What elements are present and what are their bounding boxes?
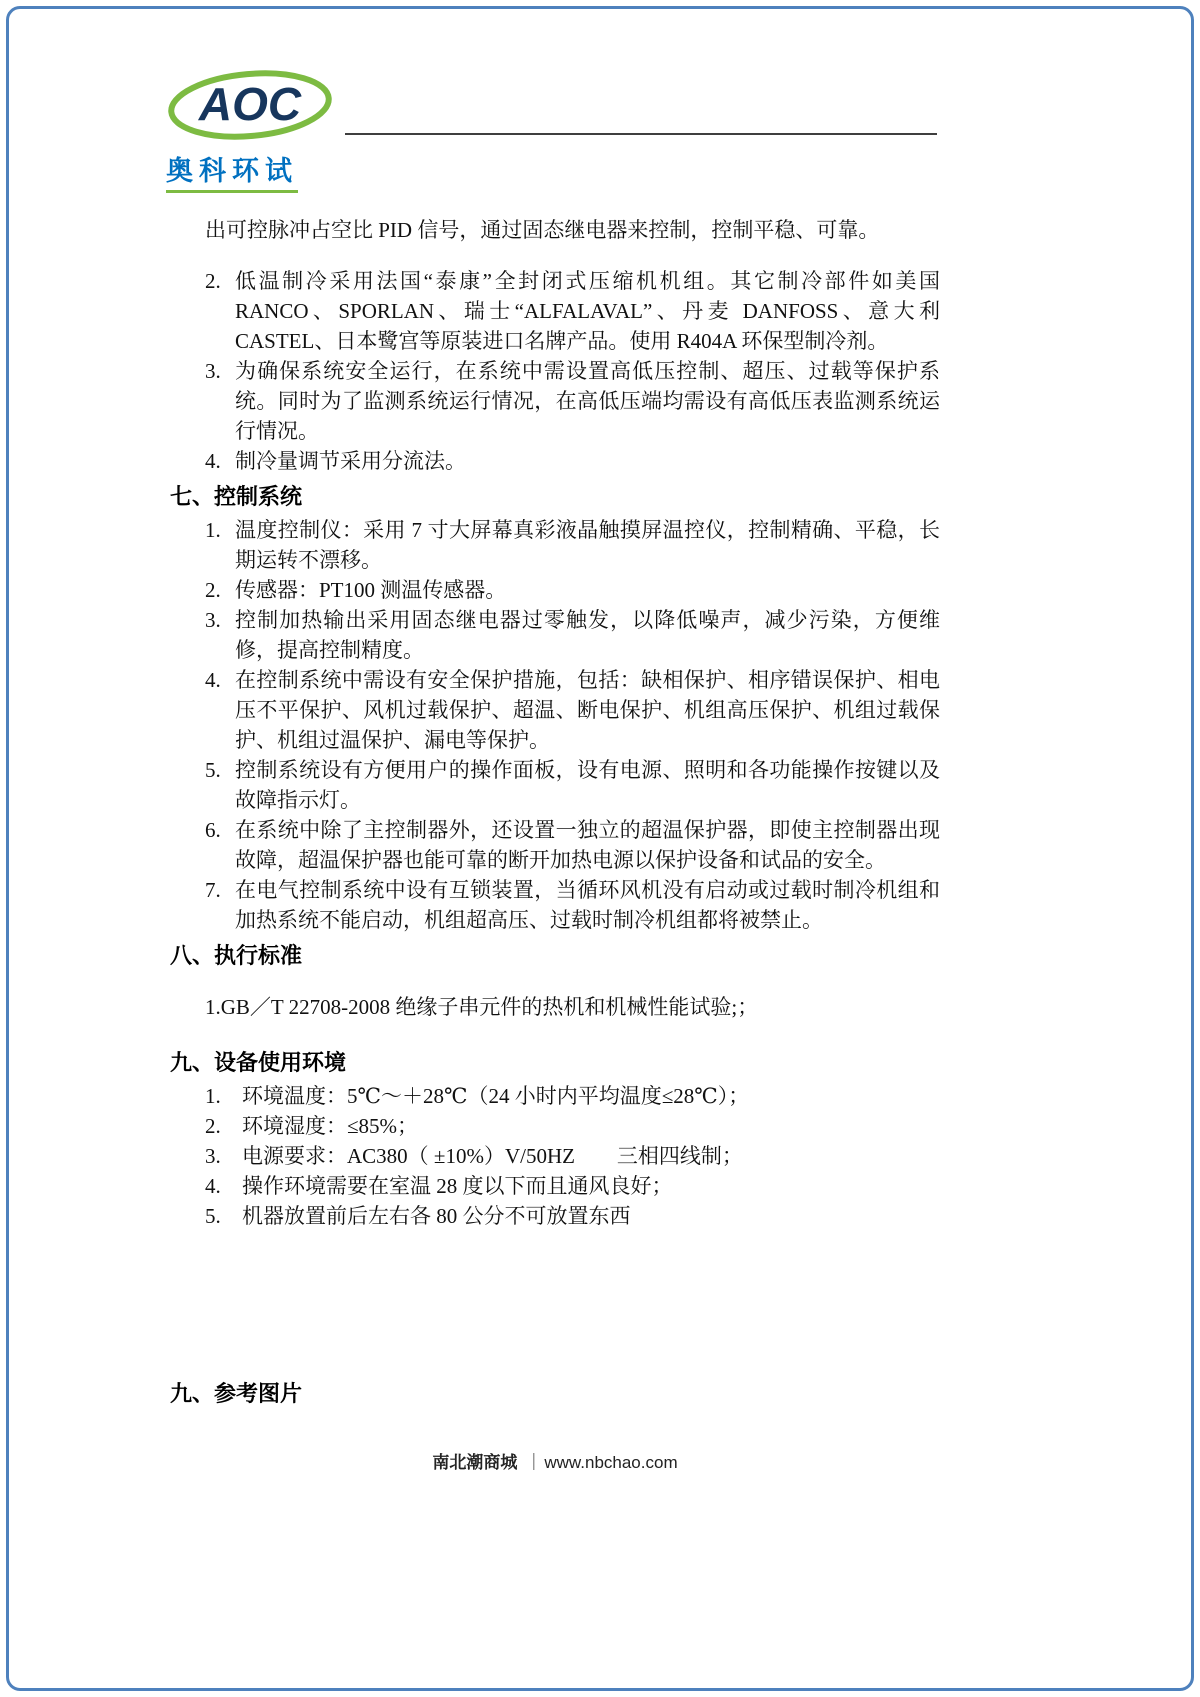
list-item-text: 在电气控制系统中设有互锁装置，当循环风机没有启动或过载时制冷机组和加热系统不能启动，机组超高压、过载时制冷机组都将被禁止。: [235, 878, 940, 932]
list-item-number: 4.: [205, 1174, 221, 1198]
list-item: [205, 446, 940, 476]
footer-url[interactable]: www.nbchao.com: [544, 1453, 678, 1472]
list-item: [205, 755, 940, 815]
refrigeration-list: [170, 266, 940, 476]
list-item-text: 操作环境需要在室温 28 度以下而且通风良好；: [242, 1174, 673, 1198]
standard-item: 1.GB／T 22708-2008 绝缘子串元件的热机和机械性能试验;；: [205, 995, 759, 1019]
list-item: [205, 1111, 940, 1141]
list-item-text: 在系统中除了主控制器外，还设置一独立的超温保护器，即使主控制器出现故障，超温保护器也能可靠的断开加热电源以保护设备和试品的安全。: [235, 818, 940, 872]
list-item-text: 低温制冷采用法国“泰康”全封闭式压缩机机组。其它制冷部件如美国 RANCO、SPORLAN、瑞士“ALFALAVAL”、丹麦 DANFOSS、意大利 CASTEL、日本鹭宫等原装进口名牌产品。使用 R404A 环保型制冷剂。: [235, 269, 940, 353]
heading-standards: 八、执行标准: [170, 943, 303, 968]
list-item-number: 4.: [205, 449, 221, 473]
list-item: [205, 875, 940, 935]
list-item-number: 1.: [205, 1084, 221, 1108]
document-body: [170, 194, 940, 1412]
list-item-number: 5.: [205, 1204, 221, 1228]
list-item: [205, 1141, 940, 1171]
heading-reference-images: 九、参考图片: [170, 1381, 303, 1406]
list-item: [205, 605, 940, 665]
list-item: [205, 1201, 940, 1231]
heading-control-system: 七、控制系统: [170, 484, 303, 509]
list-item-number: 2.: [205, 269, 221, 293]
list-item-text: 环境湿度：≤85%；: [242, 1114, 419, 1138]
aoc-logo-mark: [166, 68, 334, 146]
list-item: [205, 575, 940, 605]
list-item: [205, 356, 940, 446]
list-item-text: 传感器：PT100 测温传感器。: [235, 578, 507, 602]
environment-list: [170, 1081, 940, 1231]
paragraph-continuation: 出可控脉冲占空比 PID 信号，通过固态继电器来控制，控制平稳、可靠。: [205, 218, 880, 242]
list-item-text: 环境温度：5℃～＋28℃（24 小时内平均温度≤28℃）；: [242, 1084, 750, 1108]
list-item: [205, 665, 940, 755]
list-item-number: 3.: [205, 608, 221, 632]
footer-brand: 南北潮商城: [432, 1453, 518, 1472]
logo-aoc-text: AOC: [198, 78, 302, 130]
list-item-text: 制冷量调节采用分流法。: [235, 449, 466, 473]
list-item-text: 控制加热输出采用固态继电器过零触发，以降低噪声，减少污染，方便维修，提高控制精度。: [235, 608, 940, 662]
control-system-list: [170, 515, 940, 935]
list-item-number: 7.: [205, 878, 221, 902]
list-item-number: 5.: [205, 758, 221, 782]
list-item-text: 控制系统设有方便用户的操作面板，设有电源、照明和各功能操作按键以及故障指示灯。: [235, 758, 940, 812]
list-item: [205, 1171, 940, 1201]
footer-separator: ｜: [525, 1453, 543, 1472]
list-item: [205, 515, 940, 575]
list-item: [205, 1081, 940, 1111]
logo-chinese-name: 奥科环试: [166, 149, 298, 193]
aoc-logo: [166, 68, 338, 193]
list-item-number: 2.: [205, 578, 221, 602]
heading-environment: 九、设备使用环境: [170, 1050, 347, 1075]
list-item-text: 电源要求：AC380（ ±10%）V/50HZ 三相四线制；: [242, 1144, 743, 1168]
list-item-number: 3.: [205, 1144, 221, 1168]
page-footer: [170, 1448, 940, 1473]
list-item-number: 4.: [205, 668, 221, 692]
list-item-number: 1.: [205, 518, 221, 542]
list-item-number: 6.: [205, 818, 221, 842]
list-item-text: 机器放置前后左右各 80 公分不可放置东西: [242, 1204, 631, 1228]
list-item: [205, 266, 940, 356]
list-item-number: 3.: [205, 359, 221, 383]
list-item-text: 温度控制仪：采用 7 寸大屏幕真彩液晶触摸屏温控仪，控制精确、平稳，长期运转不漂移。: [235, 518, 940, 572]
list-item: [205, 815, 940, 875]
header-divider-line: [345, 133, 937, 135]
list-item-text: 在控制系统中需设有安全保护措施，包括：缺相保护、相序错误保护、相电压不平保护、风机过载保护、超温、断电保护、机组高压保护、机组过载保护、机组过温保护、漏电等保护。: [235, 668, 940, 752]
list-item-number: 2.: [205, 1114, 221, 1138]
list-item-text: 为确保系统安全运行，在系统中需设置高低压控制、超压、过载等保护系统。同时为了监测系统运行情况，在高低压端均需设有高低压表监测系统运行情况。: [235, 359, 940, 443]
